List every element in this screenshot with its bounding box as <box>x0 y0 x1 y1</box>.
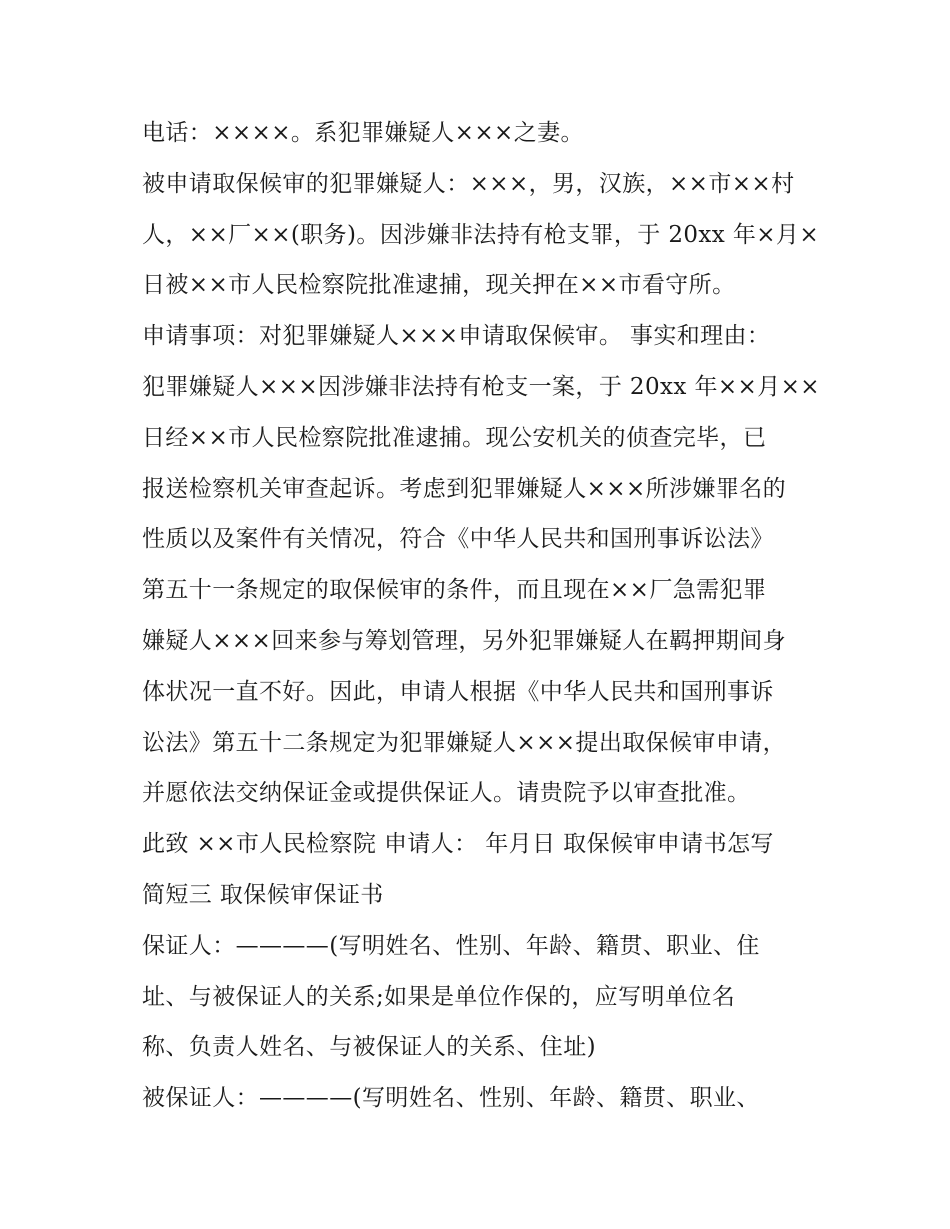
text-line: 申请事项：对犯罪嫌疑人×××申请取保候审。 事实和理由： <box>142 323 771 350</box>
text-line: 址、与被保证人的关系;如果是单位作保的，应写明单位名 <box>142 983 736 1010</box>
text-line: 被保证人：————(写明姓名、性别、年龄、籍贯、职业、 <box>142 1085 760 1112</box>
text-line: 日被××市人民检察院批准逮捕，现关押在××市看守所。 <box>142 272 736 299</box>
document-body <box>142 108 822 1124</box>
text-line: 保证人：————(写明姓名、性别、年龄、籍贯、职业、住 <box>142 932 760 959</box>
text-line: 被申请取保候审的犯罪嫌疑人：×××，男，汉族，××市××村 <box>142 170 795 197</box>
text-line: 日经××市人民检察院批准逮捕。现公安机关的侦查完毕，已 <box>142 424 767 451</box>
text-line: 简短三 取保候审保证书 <box>142 881 384 908</box>
text-line: 犯罪嫌疑人×××因涉嫌非法持有枪支一案，于 20xx 年××月×× <box>142 373 820 400</box>
text-line: 性质以及案件有关情况，符合《中华人民共和国刑事诉讼法》 <box>142 526 774 553</box>
text-line: 人，××厂××(职务)。因涉嫌非法持有枪支罪，于 20xx 年×月× <box>142 221 820 248</box>
text-line: 电话：××××。系犯罪嫌疑人×××之妻。 <box>142 120 584 146</box>
text-line: 嫌疑人×××回来参与筹划管理，另外犯罪嫌疑人在羁押期间身 <box>142 627 787 654</box>
text-line: 体状况一直不好。因此，申请人根据《中华人民共和国刑事诉 <box>142 678 774 705</box>
text-line: 此致 ××市人民检察院 申请人： 年月日 取保候审申请书怎写 <box>142 831 774 858</box>
text-line: 并愿依法交纳保证金或提供保证人。请贵院予以审查批准。 <box>142 780 751 807</box>
text-line: 讼法》第五十二条规定为犯罪嫌疑人×××提出取保候审申请， <box>142 729 787 756</box>
text-line: 称、负责人姓名、与被保证人的关系、住址) <box>142 1034 596 1061</box>
text-line: 第五十一条规定的取保候审的条件，而且现在××厂急需犯罪 <box>142 577 767 604</box>
text-line: 报送检察机关审查起诉。考虑到犯罪嫌疑人×××所涉嫌罪名的 <box>142 475 787 502</box>
